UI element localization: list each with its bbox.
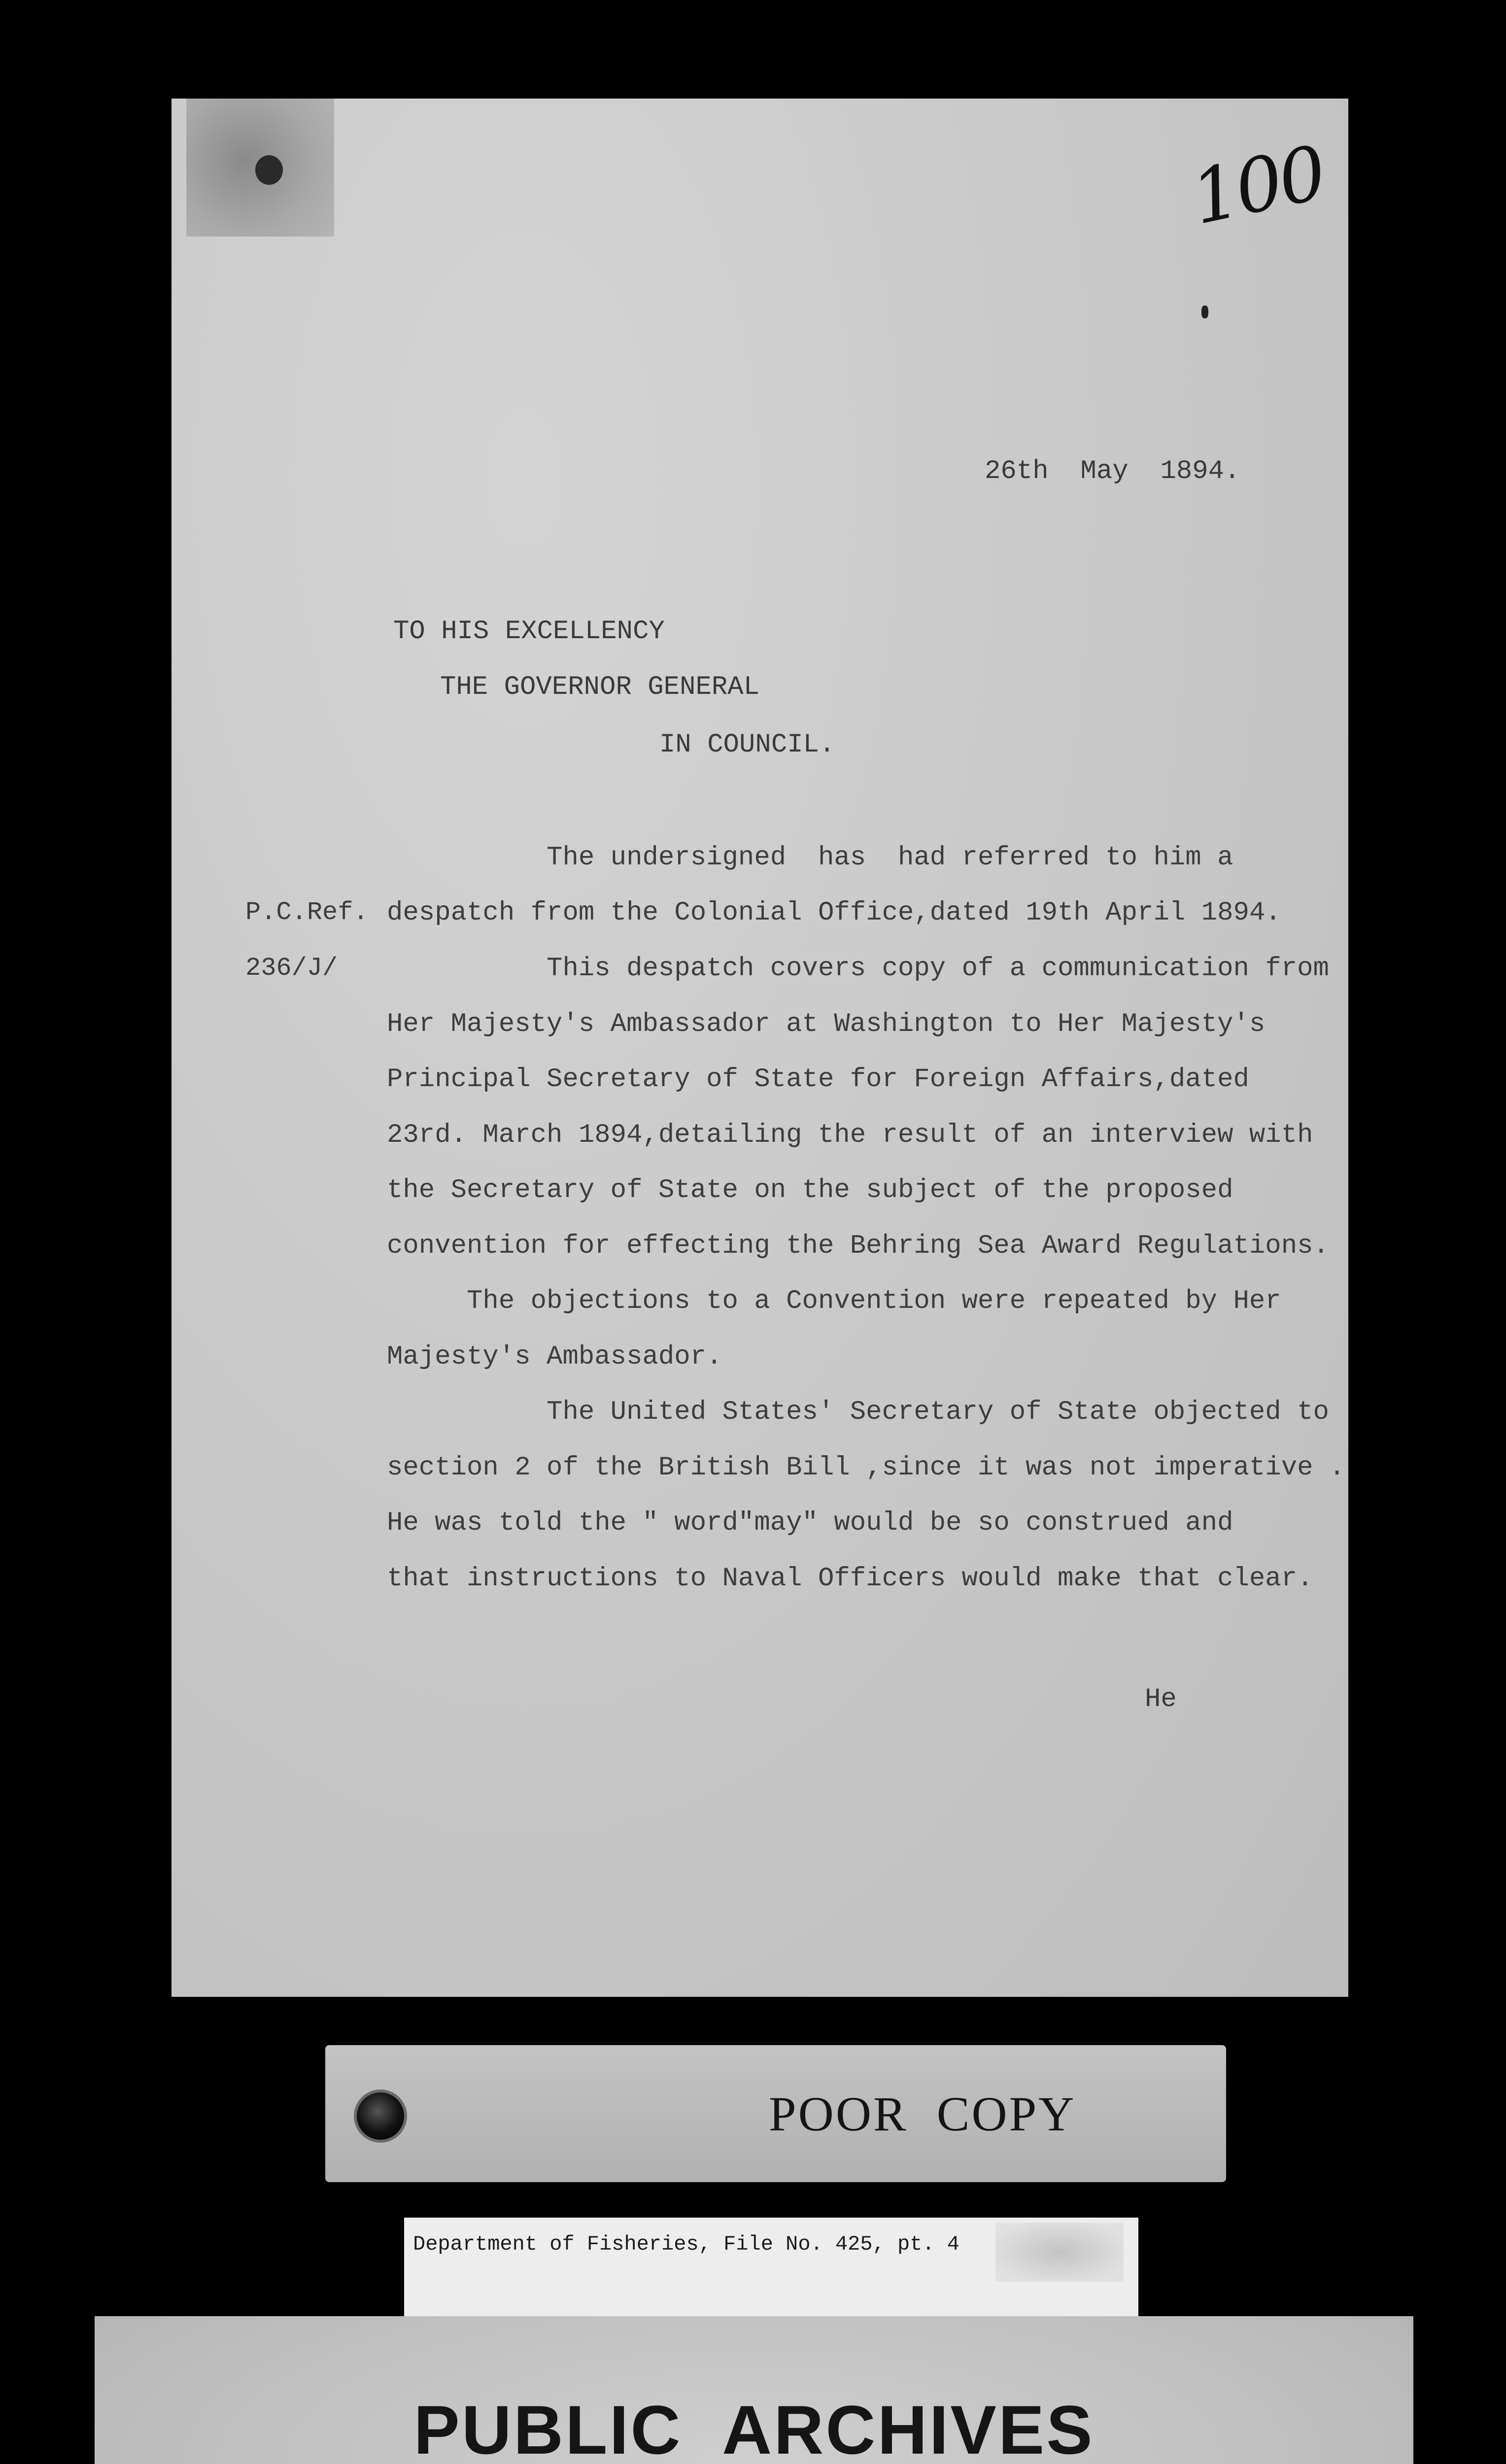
- body-line: section 2 of the British Bill ,since it was not imperative .: [387, 1453, 1345, 1483]
- letter-date: 26th May 1894.: [985, 456, 1240, 486]
- body-line: despatch from the Colonial Office,dated 19th April 1894.: [387, 898, 1281, 928]
- file-reference-tag: [404, 2218, 1138, 2316]
- grommet-hole: [354, 2089, 407, 2143]
- archives-title-en: PUBLIC ARCHIVES: [413, 2391, 1095, 2464]
- margin-ref-line-2: 236/J/: [245, 954, 338, 983]
- addressee-line-1: TO HIS EXCELLENCY: [393, 616, 665, 647]
- corner-stamp-mark: [186, 99, 334, 237]
- body-line: Principal Secretary of State for Foreign Affairs,dated: [387, 1064, 1249, 1095]
- body-line: This despatch covers copy of a communication from: [387, 954, 1329, 984]
- body-line: 23rd. March 1894,detailing the result of an interview with: [387, 1120, 1313, 1150]
- body-line: The undersigned has had referred to him a: [387, 843, 1233, 873]
- body-line: Her Majesty's Ambassador at Washington to Her Majesty's: [387, 1009, 1266, 1039]
- public-archives-card: [95, 2316, 1413, 2464]
- handwritten-page-number: 100: [1184, 130, 1332, 241]
- catchword: He: [1145, 1684, 1177, 1714]
- tag-smudge: [995, 2223, 1124, 2282]
- file-reference-text: Department of Fisheries, File No. 425, pt. 4: [413, 2232, 959, 2256]
- body-line: convention for effecting the Behring Sea Award Regulations.: [387, 1231, 1329, 1261]
- addressee-line-3: IN COUNCIL.: [659, 730, 835, 760]
- body-line: the Secretary of State on the subject of the proposed: [387, 1175, 1233, 1205]
- body-line: The objections to a Convention were repeated by Her: [387, 1286, 1281, 1316]
- ink-blot: [255, 155, 283, 185]
- poor-copy-label: [325, 2045, 1226, 2182]
- body-line: that instructions to Naval Officers would make that clear.: [387, 1564, 1313, 1594]
- ink-mark: [1201, 306, 1208, 318]
- margin-ref-line-1: P.C.Ref.: [245, 898, 369, 927]
- body-line: Majesty's Ambassador.: [387, 1342, 722, 1372]
- body-line: The United States' Secretary of State objected to: [387, 1397, 1329, 1427]
- poor-copy-text: POOR COPY: [769, 2087, 1076, 2141]
- addressee-line-2: THE GOVERNOR GENERAL: [440, 672, 760, 702]
- document-page: [171, 99, 1348, 1997]
- body-line: He was told the " word"may" would be so construed and: [387, 1508, 1233, 1538]
